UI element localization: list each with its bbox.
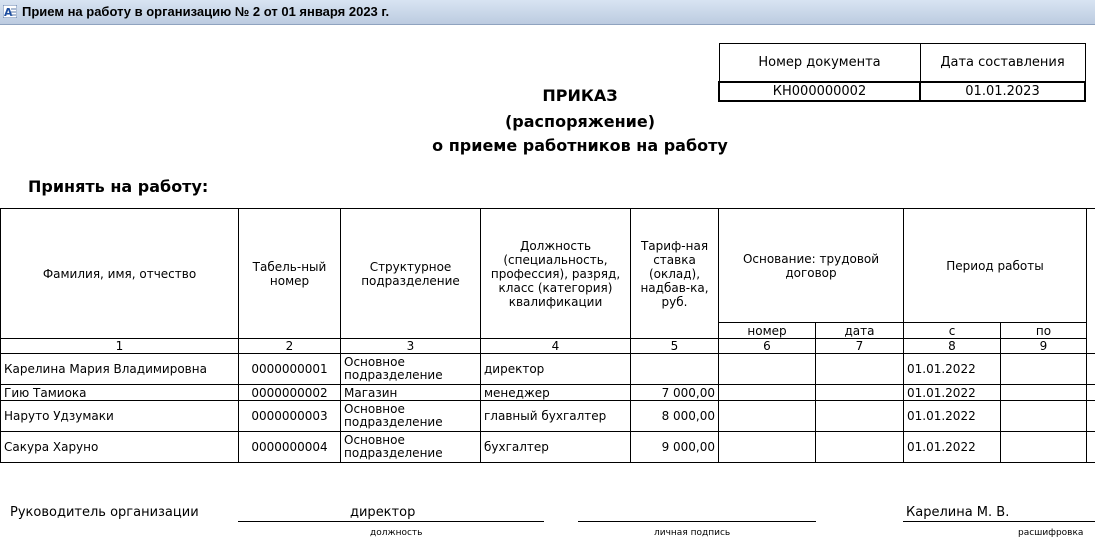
cell-name: Наруто Удзумаки <box>1 401 239 432</box>
col-number: 4 <box>481 339 631 354</box>
employees-table <box>0 208 1095 463</box>
cell-to <box>1001 432 1087 463</box>
cell-tab: 0000000001 <box>239 354 341 385</box>
document-icon <box>3 5 17 18</box>
col-number: 6 <box>719 339 816 354</box>
col-number: 1 <box>1 339 239 354</box>
table-row <box>1 385 1095 401</box>
signature-label: Руководитель организации <box>10 505 199 520</box>
cell-from: 01.01.2022 <box>904 354 1001 385</box>
cell-basis-number <box>719 354 816 385</box>
header-period-from: с <box>904 323 1001 339</box>
cell-tab: 0000000003 <box>239 401 341 432</box>
cell-rate: 7 000,00 <box>631 385 719 401</box>
cell-basis-date <box>816 432 904 463</box>
cell-dept: Магазин <box>341 385 481 401</box>
header-spacer <box>1087 209 1095 354</box>
window-title: Прием на работу в организацию № 2 от 01 января 2023 г. <box>22 4 390 19</box>
header-period-to: по <box>1001 323 1087 339</box>
cell-dept: Основное подразделение <box>341 432 481 463</box>
cell-to <box>1001 401 1087 432</box>
position-caption: должность <box>370 528 423 538</box>
table-row <box>1 354 1095 385</box>
col-number: 2 <box>239 339 341 354</box>
cell-to <box>1001 354 1087 385</box>
cell-position: менеджер <box>481 385 631 401</box>
cell-tab: 0000000004 <box>239 432 341 463</box>
col-number: 5 <box>631 339 719 354</box>
cell-basis-number <box>719 401 816 432</box>
window-titlebar <box>0 0 1095 25</box>
cell-basis-date <box>816 385 904 401</box>
section-label: Принять на работу: <box>28 177 209 196</box>
col-number: 3 <box>341 339 481 354</box>
header-position: Должность (специальность, профессия), разряд, класс (категория) квалификации <box>481 209 631 339</box>
header-basis: Основание: трудовой договор <box>719 209 904 323</box>
cell-from: 01.01.2022 <box>904 385 1001 401</box>
cell-rate <box>631 354 719 385</box>
document-page <box>0 25 1095 544</box>
header-basis-number: номер <box>719 323 816 339</box>
table-row <box>1 432 1095 463</box>
cell-tab: 0000000002 <box>239 385 341 401</box>
cell-basis-date <box>816 354 904 385</box>
header-tab: Табель-ный номер <box>239 209 341 339</box>
name-caption: расшифровка <box>1018 528 1084 538</box>
cell-name: Сакура Харуно <box>1 432 239 463</box>
sign-line <box>578 521 816 522</box>
cell-rate: 8 000,00 <box>631 401 719 432</box>
header-period: Период работы <box>904 209 1087 323</box>
sign-caption: личная подпись <box>654 528 731 538</box>
position-line <box>238 521 544 522</box>
cell-basis-date <box>816 401 904 432</box>
cell-position: бухгалтер <box>481 432 631 463</box>
col-number: 7 <box>816 339 904 354</box>
cell-from: 01.01.2022 <box>904 401 1001 432</box>
doc-date-value: 01.01.2023 <box>920 82 1085 101</box>
doc-number-label: Номер документа <box>719 44 920 82</box>
cell-basis-number <box>719 432 816 463</box>
signature-name: Карелина М. В. <box>906 505 1010 520</box>
cell-rate: 9 000,00 <box>631 432 719 463</box>
cell-dept: Основное подразделение <box>341 401 481 432</box>
header-fio: Фамилия, имя, отчество <box>1 209 239 339</box>
name-line <box>903 521 1095 522</box>
header-basis-date: дата <box>816 323 904 339</box>
cell-from: 01.01.2022 <box>904 432 1001 463</box>
cell-name: Гию Тамиока <box>1 385 239 401</box>
cell-dept: Основное подразделение <box>341 354 481 385</box>
table-row <box>1 401 1095 432</box>
svg-text:A: A <box>4 6 13 18</box>
signature-position: директор <box>350 505 416 520</box>
col-number: 8 <box>904 339 1001 354</box>
cell-to <box>1001 385 1087 401</box>
header-rate: Тариф-ная ставка (оклад), надбав-ка, руб. <box>631 209 719 339</box>
cell-name: Карелина Мария Владимировна <box>1 354 239 385</box>
col-number: 9 <box>1001 339 1087 354</box>
order-subtitle: (распоряжение) <box>504 112 656 131</box>
order-title: ПРИКАЗ <box>542 86 618 105</box>
header-dept: Структурное подразделение <box>341 209 481 339</box>
cell-position: главный бухгалтер <box>481 401 631 432</box>
doc-number-value: КН000000002 <box>719 82 920 101</box>
doc-date-label: Дата составления <box>920 44 1085 82</box>
cell-position: директор <box>481 354 631 385</box>
cell-basis-number <box>719 385 816 401</box>
order-description: о приеме работников на работу <box>432 136 728 155</box>
